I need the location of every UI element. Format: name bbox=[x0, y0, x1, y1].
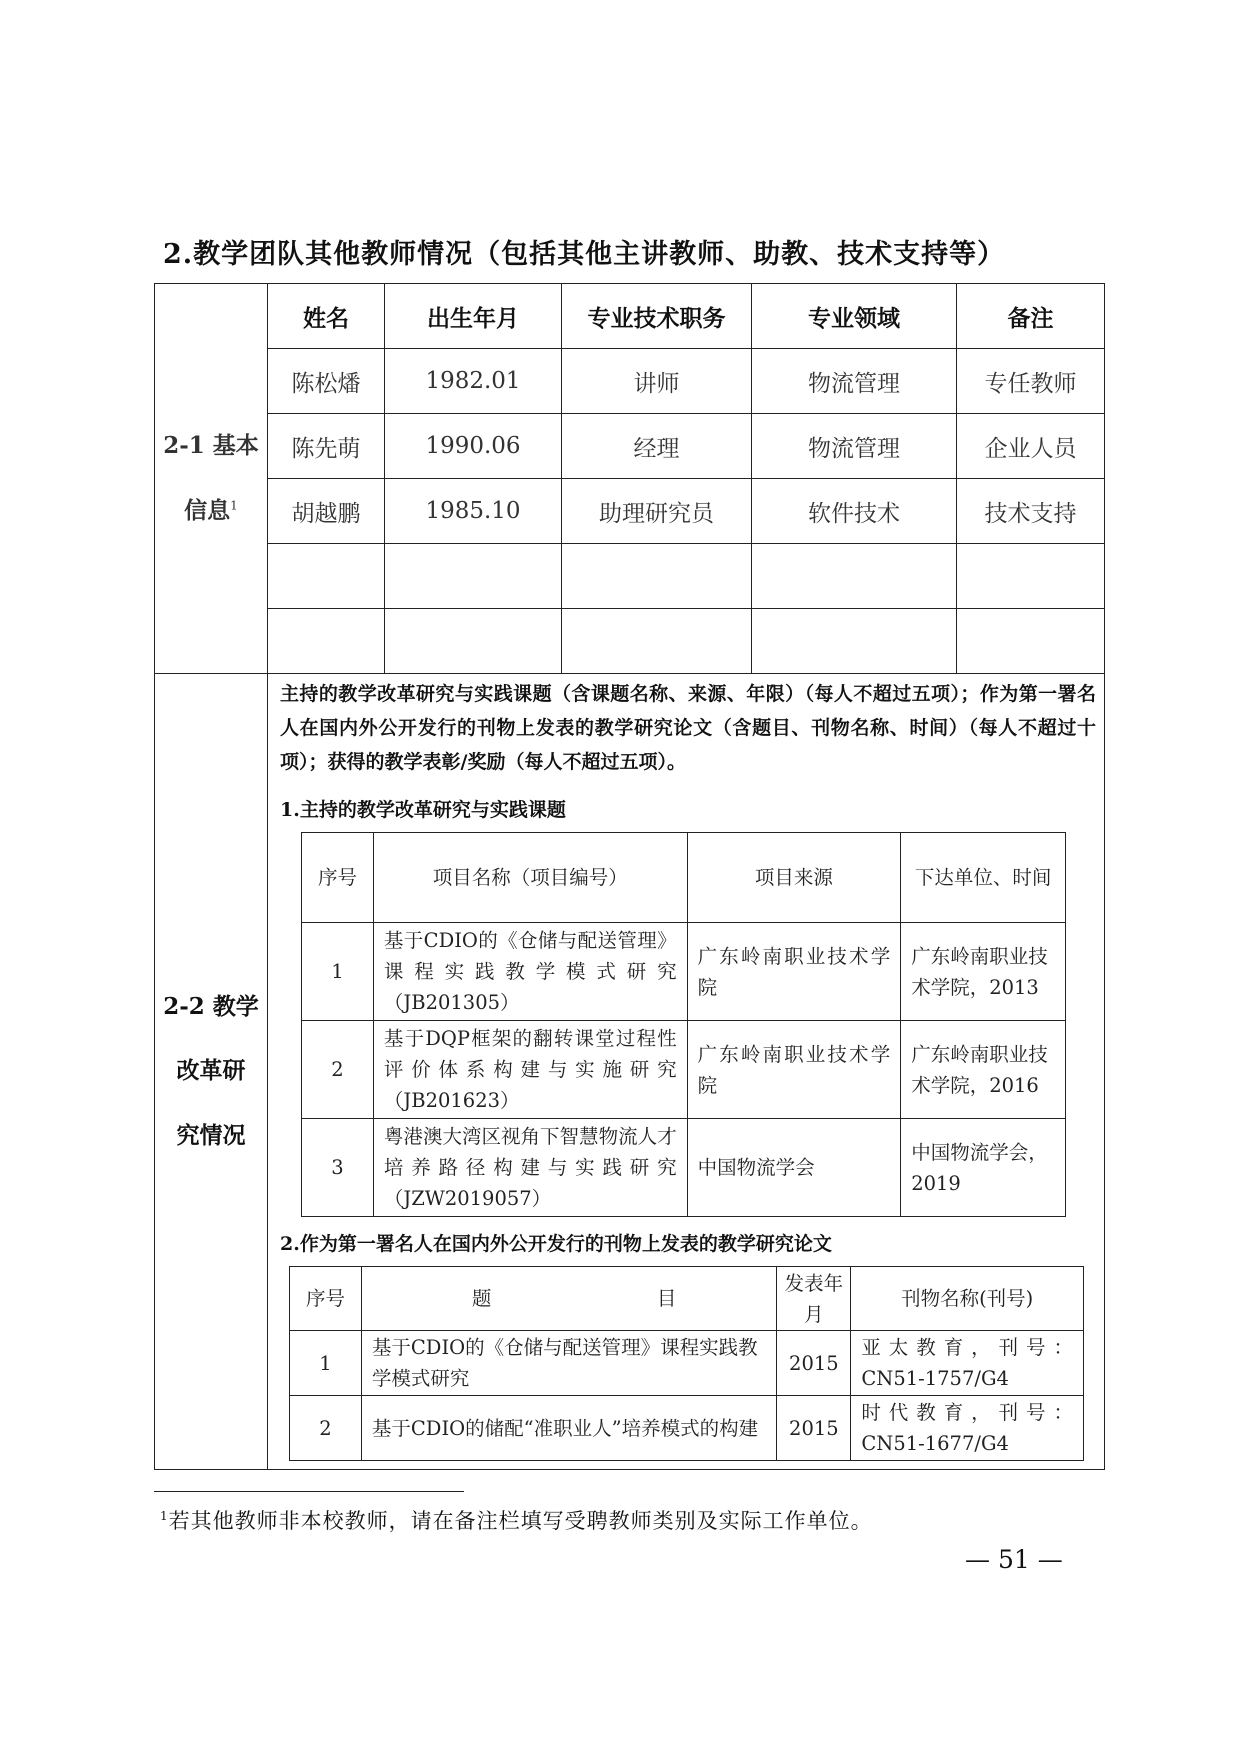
papers-header-title-b: 目 bbox=[656, 1287, 677, 1310]
table-row bbox=[302, 1021, 1066, 1119]
project-no: 3 bbox=[302, 1119, 374, 1217]
projects-title: 1.主持的教学改革研究与实践课题 bbox=[280, 799, 566, 821]
footnote-mark: 1 bbox=[160, 1509, 169, 1523]
papers-header-row bbox=[290, 1267, 1084, 1331]
cell-remark: 技术支持 bbox=[957, 479, 1105, 544]
cell-remark bbox=[957, 609, 1105, 674]
cell-birth: 1982.01 bbox=[385, 349, 562, 414]
project-source: 中国物流学会 bbox=[687, 1119, 901, 1217]
paper-journal-code: CN51-1757/G4 bbox=[861, 1367, 1009, 1390]
project-issuer: 广东岭南职业技术学院，2016 bbox=[901, 1021, 1066, 1119]
cell-title: 助理研究员 bbox=[562, 479, 752, 544]
projects-header-no: 序号 bbox=[302, 833, 374, 923]
paper-no: 1 bbox=[290, 1331, 362, 1396]
project-name: 粤港澳大湾区视角下智慧物流人才培养路径构建与实践研究 bbox=[383, 1125, 677, 1179]
header-remark: 备注 bbox=[957, 284, 1105, 349]
reform-intro: 主持的教学改革研究与实践课题（含课题名称、来源、年限）（每人不超过五项）；作为第一署名人在国内外公开发行的刊物上发表的教学研究论文（含题目、刊物名称、时间）（每人不超过十项）；获得的教学表彰/奖励（每人不超过五项）。 bbox=[280, 683, 1096, 773]
cell-birth: 1985.10 bbox=[385, 479, 562, 544]
paper-title: 基于CDIO的《仓储与配送管理》课程实践教学模式研究 bbox=[361, 1331, 776, 1396]
paper-no: 2 bbox=[290, 1396, 362, 1461]
paper-journal-name: 时代教育，刊号： bbox=[861, 1401, 1073, 1424]
papers-header-no: 序号 bbox=[290, 1267, 362, 1331]
cell-name: 胡越鹏 bbox=[268, 479, 385, 544]
cell-title bbox=[562, 544, 752, 609]
header-birth: 出生年月 bbox=[385, 284, 562, 349]
paper-date: 2015 bbox=[777, 1396, 851, 1461]
reform-side-label-line: 2-2 教学 bbox=[163, 992, 259, 1020]
papers-header-journal: 刊物名称(刊号) bbox=[851, 1267, 1084, 1331]
paper-journal-name: 亚太教育，刊号： bbox=[861, 1336, 1073, 1359]
projects-header-name: 项目名称（项目编号） bbox=[373, 833, 687, 923]
project-name: 基于DQP框架的翻转课堂过程性评价体系构建与实施研究 bbox=[383, 1027, 677, 1081]
cell-remark: 企业人员 bbox=[957, 414, 1105, 479]
cell-name: 陈松燔 bbox=[268, 349, 385, 414]
cell-field: 物流管理 bbox=[752, 414, 957, 479]
cell-field: 软件技术 bbox=[752, 479, 957, 544]
footnote bbox=[160, 1505, 873, 1535]
page-number: — 51 — bbox=[965, 1545, 1063, 1574]
cell-field bbox=[752, 544, 957, 609]
cell-name: 陈先萌 bbox=[268, 414, 385, 479]
cell-title: 讲师 bbox=[562, 349, 752, 414]
project-issuer: 广东岭南职业技术学院，2013 bbox=[901, 923, 1066, 1021]
projects-header-issuer: 下达单位、时间 bbox=[901, 833, 1066, 923]
basic-side-label bbox=[155, 284, 268, 674]
footnote-divider bbox=[154, 1491, 464, 1492]
cell-remark: 专任教师 bbox=[957, 349, 1105, 414]
papers-header-title-a: 题 bbox=[471, 1287, 492, 1310]
paper-date: 2015 bbox=[777, 1331, 851, 1396]
papers-table bbox=[289, 1266, 1084, 1461]
papers-header-date: 发表年月 bbox=[777, 1267, 851, 1331]
project-source: 广东岭南职业技术学院 bbox=[687, 1021, 901, 1119]
table-row bbox=[302, 923, 1066, 1021]
paper-journal-code: CN51-1677/G4 bbox=[861, 1432, 1009, 1455]
basic-header-row bbox=[155, 284, 1105, 349]
reform-content bbox=[268, 674, 1105, 1470]
project-source: 广东岭南职业技术学院 bbox=[687, 923, 901, 1021]
table-row bbox=[302, 1119, 1066, 1217]
footnote-text: 若其他教师非本校教师，请在备注栏填写受聘教师类别及实际工作单位。 bbox=[168, 1509, 873, 1533]
table-row bbox=[155, 544, 1105, 609]
project-issuer: 中国物流学会，2019 bbox=[901, 1119, 1066, 1217]
cell-birth: 1990.06 bbox=[385, 414, 562, 479]
reform-row bbox=[155, 674, 1105, 1470]
header-field: 专业领域 bbox=[752, 284, 957, 349]
cell-birth bbox=[385, 609, 562, 674]
basic-side-label-line: 2-1 基本 bbox=[163, 432, 259, 460]
header-name: 姓名 bbox=[268, 284, 385, 349]
table-row bbox=[290, 1331, 1084, 1396]
papers-title: 2.作为第一署名人在国内外公开发行的刊物上发表的教学研究论文 bbox=[280, 1233, 832, 1255]
project-name: 基于CDIO的《仓储与配送管理》课程实践教学模式研究 bbox=[383, 929, 677, 983]
projects-header-row bbox=[302, 833, 1066, 923]
cell-birth bbox=[385, 544, 562, 609]
paper-title: 基于CDIO的储配“准职业人”培养模式的构建 bbox=[361, 1396, 776, 1461]
cell-name bbox=[268, 609, 385, 674]
footnote-mark: 1 bbox=[230, 497, 238, 512]
reform-side-label-line: 改革研 bbox=[176, 1057, 246, 1085]
cell-title: 经理 bbox=[562, 414, 752, 479]
table-row bbox=[155, 479, 1105, 544]
project-no: 1 bbox=[302, 923, 374, 1021]
reform-side-label bbox=[155, 674, 268, 1470]
cell-name bbox=[268, 544, 385, 609]
project-code: （JB201623） bbox=[383, 1089, 520, 1112]
table-row bbox=[155, 609, 1105, 674]
cell-remark bbox=[957, 544, 1105, 609]
project-code: （JB201305） bbox=[383, 991, 520, 1014]
cell-field: 物流管理 bbox=[752, 349, 957, 414]
papers-header-title bbox=[361, 1267, 776, 1331]
projects-header-source: 项目来源 bbox=[687, 833, 901, 923]
cell-title bbox=[562, 609, 752, 674]
header-title: 专业技术职务 bbox=[562, 284, 752, 349]
teacher-info-table bbox=[154, 283, 1105, 1470]
project-no: 2 bbox=[302, 1021, 374, 1119]
table-row bbox=[290, 1396, 1084, 1461]
reform-side-label-line: 究情况 bbox=[176, 1121, 246, 1149]
table-row bbox=[155, 349, 1105, 414]
projects-table bbox=[301, 832, 1066, 1217]
cell-field bbox=[752, 609, 957, 674]
section-title: 2.教学团队其他教师情况（包括其他主讲教师、助教、技术支持等） bbox=[163, 239, 1006, 270]
table-row bbox=[155, 414, 1105, 479]
basic-side-label-line: 信息 bbox=[184, 496, 231, 524]
project-code: （JZW2019057） bbox=[383, 1187, 552, 1210]
